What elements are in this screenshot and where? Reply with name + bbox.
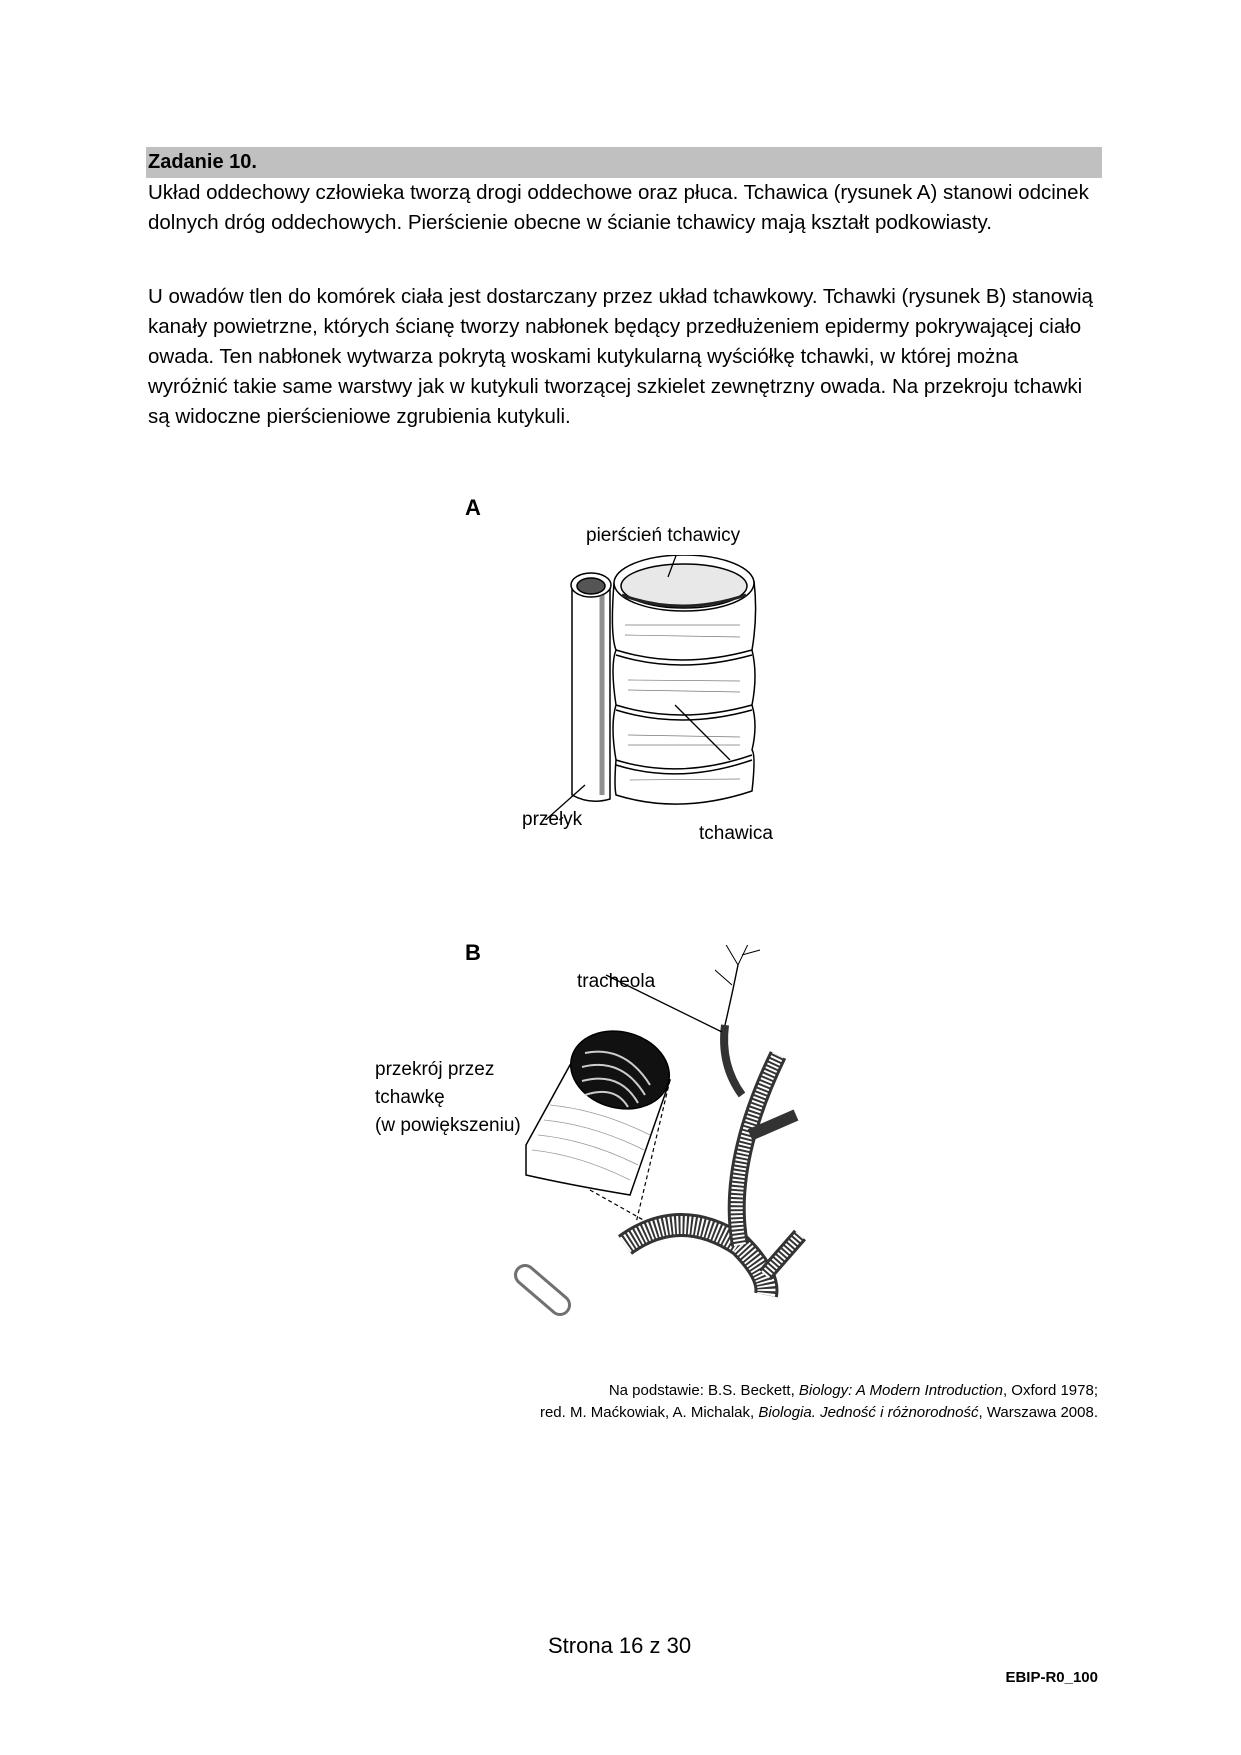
intro-paragraph-human: Układ oddechowy człowieka tworzą drogi oddechowe oraz płuca. Tchawica (rysunek A) stanowi odcinek dolnych dróg oddechowych. Pierścienie obecne w ścianie tchawicy mają kształt podkowiasty. xyxy=(148,181,1089,234)
label-esophagus: przełyk xyxy=(522,809,583,830)
source-citation xyxy=(540,1380,1098,1424)
leader-esophagus xyxy=(540,785,585,820)
page-number: Strona 16 z 30 xyxy=(548,1633,692,1658)
tracheole xyxy=(725,965,738,1025)
leader-tracheole xyxy=(606,975,722,1032)
exam-code: EBIP-R0_100 xyxy=(1005,1669,1098,1686)
figure-a-illustration xyxy=(540,555,780,820)
label-cross-section-2: tchawkę xyxy=(375,1087,445,1108)
label-cross-section-3: (w powiększeniu) xyxy=(375,1115,521,1136)
source-line-1 xyxy=(540,1380,1098,1402)
trachea-body xyxy=(612,581,755,804)
trachea-cross-section xyxy=(526,1020,678,1235)
figure-a-letter: A xyxy=(465,495,481,520)
source-title-1: Biology: A Modern Introduction xyxy=(798,1382,1003,1399)
task-title: Zadanie 10. xyxy=(146,147,1102,178)
source-suffix-1: , Oxford 1978; xyxy=(1002,1382,1098,1399)
label-cross-section-1: przekrój przez xyxy=(375,1059,495,1080)
source-prefix-2: red. M. Maćkowiak, A. Michalak, xyxy=(539,1404,759,1421)
source-line-2 xyxy=(540,1402,1098,1424)
source-title-2: Biologia. Jedność i różnorodność xyxy=(758,1404,979,1421)
label-tracheal-ring: pierścień tchawicy xyxy=(586,525,741,546)
label-trachea: tchawica xyxy=(699,823,773,844)
intro-paragraph-insects: U owadów tlen do komórek ciała jest dostarczany przez układ tchawkowy. Tchawki (rysunek B) stanowią kanały powietrzne, których ścianę tworzy nabłonek będący przedłużeniem epidermy pokrywającej ciało owada. Ten nabłonek wytwarza pokrytą woskami kutykularną wyściółkę tchawki, w której można wyróżnić takie same warstwy jak w kutykuli tworzącej szkielet zewnętrzny owada. Na przekroju tchawki są widoczne pierścieniowe zgrubienia kutykuli. xyxy=(148,285,1093,428)
label-tracheole: tracheola xyxy=(577,971,656,992)
source-suffix-2: , Warszawa 2008. xyxy=(978,1404,1098,1421)
figure-b-letter: B xyxy=(465,940,481,965)
figure-b-illustration xyxy=(510,945,850,1325)
source-prefix-1: Na podstawie: B.S. Beckett, xyxy=(608,1382,799,1399)
